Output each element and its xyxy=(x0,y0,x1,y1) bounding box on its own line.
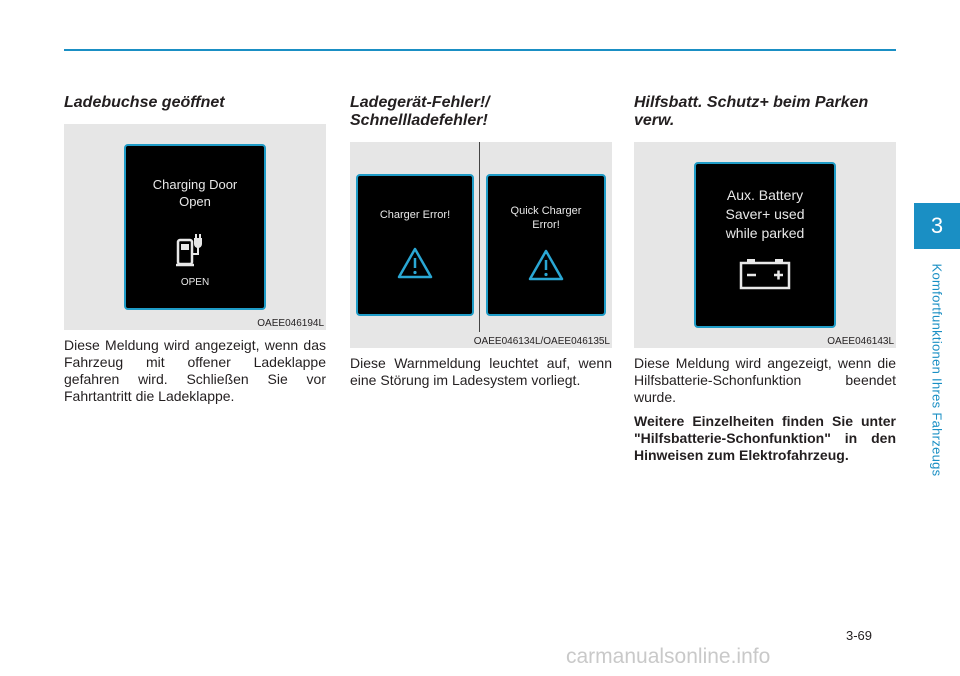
watermark: carmanualsonline.info xyxy=(566,645,771,668)
column-charger-error xyxy=(350,94,612,389)
figure-aux-battery xyxy=(634,142,896,348)
column-aux-battery xyxy=(634,94,896,464)
charging-plug-icon xyxy=(172,232,218,270)
body-text: Diese Meldung wird angezeigt, wenn die Hilfsbatterie-Schonfunktion beendet wurde. xyxy=(634,355,896,405)
battery-icon xyxy=(738,257,792,291)
screen-text: while parked xyxy=(725,225,805,241)
chapter-label: Komfortfunktionen Ihres Fahrzeugs xyxy=(929,263,945,477)
heading-charger-error: Ladegerät-Fehler!/ Schnellladefehler! xyxy=(350,94,490,129)
screen-label: OPEN xyxy=(180,277,210,288)
warning-icon xyxy=(527,248,565,282)
page-number: 3-69 xyxy=(846,628,873,643)
top-rule xyxy=(64,49,896,51)
body-text-bold: Weitere Einzelheiten finden Sie unter "Hilfsbatterie-Schonfunktion" in den Hinweisen zum Elektrofahrzeug. xyxy=(634,413,896,463)
body-text: Diese Meldung wird angezeigt, wenn das Fahrzeug mit offener Ladeklappe gefahren wird. Schließen Sie vor Fahrtantritt die Ladeklappe. xyxy=(64,337,326,404)
figure-divider xyxy=(479,142,480,332)
display-screen xyxy=(486,174,606,316)
figure-code: OAEE046194L xyxy=(257,318,324,329)
figure-charging-door xyxy=(64,124,326,330)
figure-charger-error xyxy=(350,142,612,348)
column-charging-door xyxy=(64,94,326,405)
heading-aux-battery: Hilfsbatt. Schutz+ beim Parken verw. xyxy=(634,94,869,129)
screen-text: Charging Door xyxy=(152,177,238,192)
figure-code: OAEE046134L/OAEE046135L xyxy=(473,336,610,347)
screen-text: Saver+ used xyxy=(725,206,805,222)
screen-text: Open xyxy=(179,194,211,209)
screen-text: Error! xyxy=(532,219,560,231)
screen-text: Aux. Battery xyxy=(726,187,804,203)
display-screen xyxy=(124,144,266,310)
warning-icon xyxy=(396,246,434,280)
chapter-number-tab: 3 xyxy=(914,203,960,249)
figure-code: OAEE046143L xyxy=(827,336,894,347)
heading-charging-door: Ladebuchse geöffnet xyxy=(64,94,225,111)
screen-text: Charger Error! xyxy=(379,209,451,221)
display-screen xyxy=(356,174,474,316)
display-screen xyxy=(694,162,836,328)
body-text: Diese Warnmeldung leuchtet auf, wenn eine Störung im Ladesystem vorliegt. xyxy=(350,355,612,388)
screen-text: Quick Charger xyxy=(510,205,582,217)
